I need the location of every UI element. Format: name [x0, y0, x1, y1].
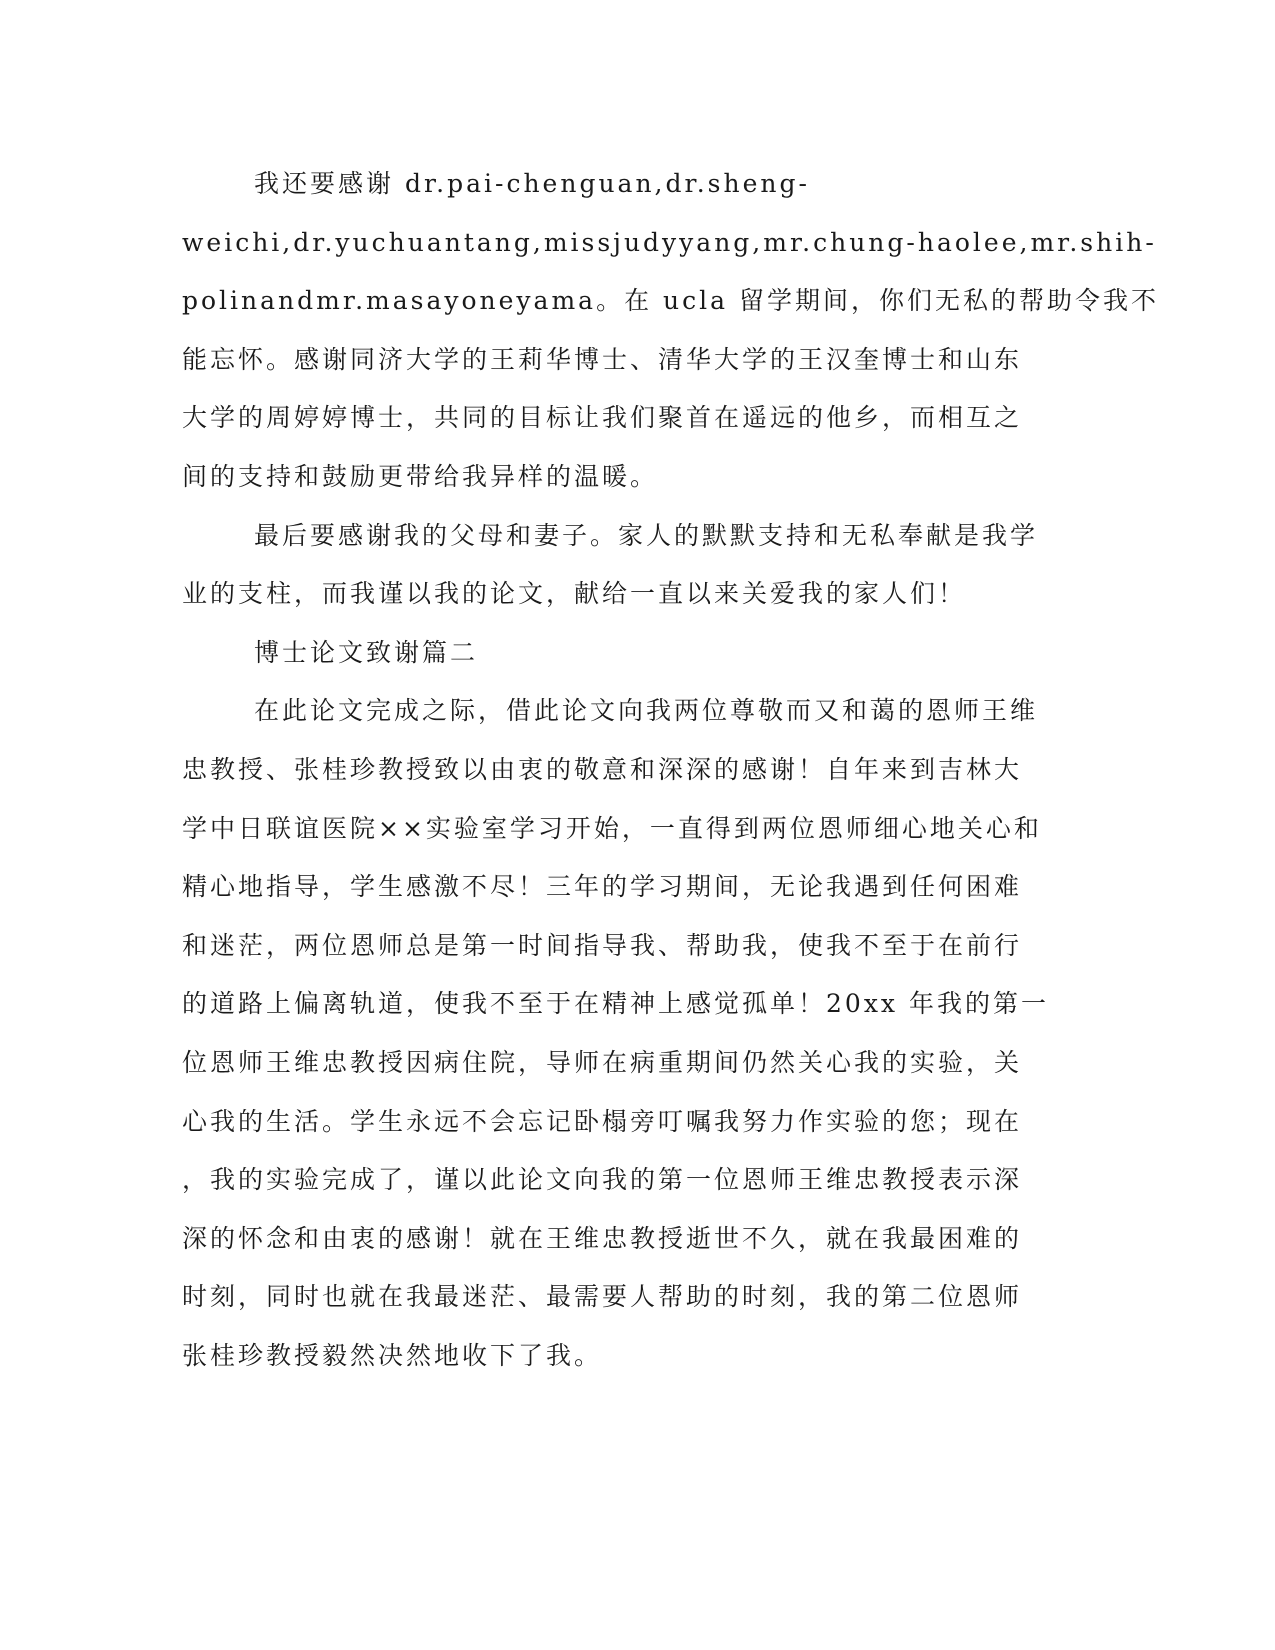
text-line: 心我的生活。学生永远不会忘记卧榻旁叮嘱我努力作实验的您；现在: [182, 1106, 1023, 1136]
text-line: 业的支柱，而我谨以我的论文，献给一直以来关爱我的家人们！: [182, 579, 967, 609]
document-body: [182, 155, 1159, 1385]
text-line: 的道路上偏离轨道，使我不至于在精神上感觉孤单！20xx 年我的第一: [182, 989, 1049, 1019]
text-line: 在此论文完成之际，借此论文向我两位尊敬而又和蔼的恩师王维: [254, 696, 1039, 726]
text-line: 深的怀念和由衷的感谢！就在王维忠教授逝世不久，就在我最困难的: [182, 1223, 1023, 1253]
text-line: 间的支持和鼓励更带给我异样的温暖。: [182, 461, 659, 491]
section-heading: 博士论文致谢篇二: [254, 637, 479, 667]
text-line: 精心地指导，学生感激不尽！三年的学习期间，无论我遇到任何困难: [182, 872, 1023, 902]
text-line: 大学的周婷婷博士，共同的目标让我们聚首在遥远的他乡，而相互之: [182, 403, 1023, 433]
text-line: polinandmr.masayoneyama。在 ucla 留学期间，你们无私的帮助令我不: [182, 286, 1159, 316]
text-line: weichi,dr.yuchuantang,missjudyyang,mr.chung-haolee,mr.shih-: [182, 227, 1157, 257]
text-line: 时刻，同时也就在我最迷茫、最需要人帮助的时刻，我的第二位恩师: [182, 1282, 1023, 1312]
text-line: ，我的实验完成了，谨以此论文向我的第一位恩师王维忠教授表示深: [182, 1165, 1023, 1195]
text-line: 张桂珍教授毅然决然地收下了我。: [182, 1340, 603, 1370]
text-line: 位恩师王维忠教授因病住院，导师在病重期间仍然关心我的实验，关: [182, 1047, 1023, 1077]
text-line: 最后要感谢我的父母和妻子。家人的默默支持和无私奉献是我学: [254, 520, 1039, 550]
text-line: 和迷茫，两位恩师总是第一时间指导我、帮助我，使我不至于在前行: [182, 930, 1023, 960]
text-line: 我还要感谢 dr.pai-chenguan,dr.sheng-: [254, 169, 810, 198]
text-line: 能忘怀。感谢同济大学的王莉华博士、清华大学的王汉奎博士和山东: [182, 344, 1023, 374]
text-line: 忠教授、张桂珍教授致以由衷的敬意和深深的感谢！自年来到吉林大: [182, 754, 1023, 784]
text-line: 学中日联谊医院××实验室学习开始，一直得到两位恩师细心地关心和: [182, 813, 1042, 843]
